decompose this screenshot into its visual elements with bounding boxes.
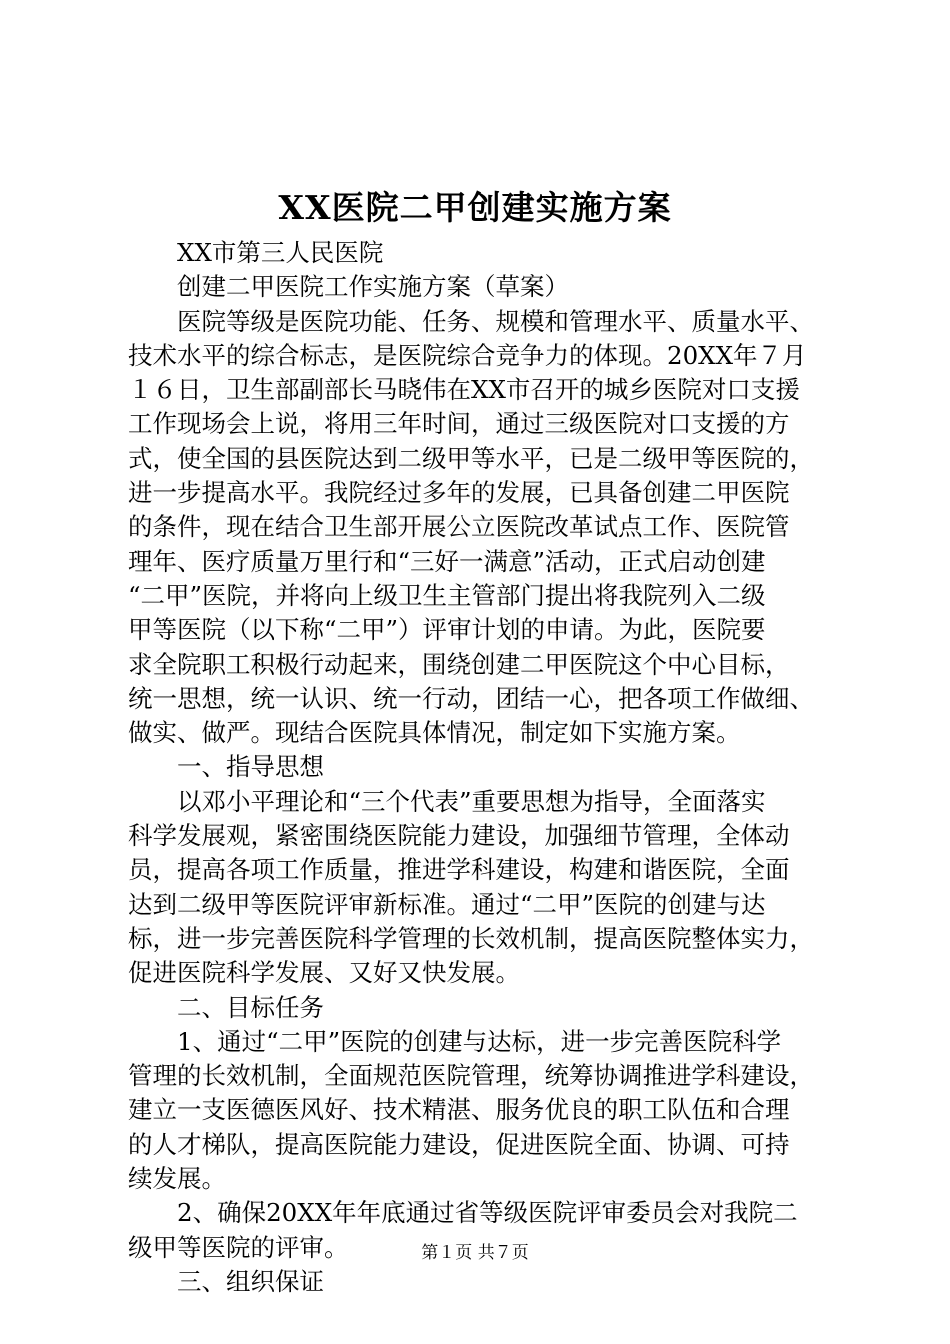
text-line: １６日，卫生部副部长马晓伟在XX市召开的城乡医院对口支援: [128, 375, 800, 405]
text-line: 进一步提高水平。我院经过多年的发展，已具备创建二甲医院: [128, 478, 790, 508]
text-line: 统一思想，统一认识、统一行动，团结一心，把各项工作做细、: [128, 683, 814, 713]
text-line: 的条件，现在结合卫生部开展公立医院改革试点工作、医院管: [128, 512, 790, 542]
text-line: 促进医院科学发展、又好又快发展。: [128, 958, 520, 988]
text-line: 科学发展观，紧密围绕医院能力建设，加强细节管理，全体动: [128, 821, 790, 851]
text-line: 三、组织保证: [177, 1266, 324, 1296]
text-line: 1、通过“二甲”医院的创建与达标，进一步完善医院科学: [177, 1026, 782, 1056]
text-line: 甲等医院（以下称“二甲”）评审计划的申请。为此，医院要: [128, 615, 766, 645]
text-line: 续发展。: [128, 1164, 226, 1194]
text-line: 标，进一步完善医院科学管理的长效机制，提高医院整体实力，: [128, 923, 814, 953]
text-line: 求全院职工积极行动起来，围绕创建二甲医院这个中心目标，: [128, 649, 790, 679]
text-line: “二甲”医院，并将向上级卫生主管部门提出将我院列入二级: [128, 580, 766, 610]
text-line: 二、目标任务: [177, 992, 324, 1022]
document-title: XX医院二甲创建实施方案: [278, 188, 672, 227]
text-line: 理年、医疗质量万里行和“三好一满意”活动，正式启动创建: [128, 546, 766, 576]
text-line: 创建二甲医院工作实施方案（草案）: [177, 272, 569, 302]
text-line: 以邓小平理论和“三个代表”重要思想为指导，全面落实: [177, 786, 766, 816]
text-line: 做实、做严。现结合医院具体情况，制定如下实施方案。: [128, 718, 741, 748]
text-line: 式，使全国的县医院达到二级甲等水平，已是二级甲等医院的，: [128, 443, 814, 473]
text-line: 员，提高各项工作质量，推进学科建设，构建和谐医院，全面: [128, 855, 790, 885]
text-line: 2、确保20XX年年底通过省等级医院评审委员会对我院二: [177, 1198, 798, 1228]
text-line: 达到二级甲等医院评审新标准。通过“二甲”医院的创建与达: [128, 889, 766, 919]
text-line: 建立一支医德医风好、技术精湛、服务优良的职工队伍和合理: [128, 1095, 790, 1125]
text-line: 一、指导思想: [177, 752, 324, 782]
text-line: 管理的长效机制，全面规范医院管理，统筹协调推进学科建设，: [128, 1061, 814, 1091]
text-line: 技术水平的综合标志，是医院综合竞争力的体现。20XX年７月: [128, 340, 807, 370]
text-line: 医院等级是医院功能、任务、规模和管理水平、质量水平、: [177, 306, 814, 336]
text-line: XX市第三人民医院: [177, 238, 384, 267]
text-line: 级甲等医院的评审。: [128, 1232, 349, 1262]
text-line: 的人才梯队，提高医院能力建设，促进医院全面、协调、可持: [128, 1129, 790, 1159]
page-indicator: 第１页 共７页: [421, 1243, 529, 1263]
text-line: 工作现场会上说，将用三年时间，通过三级医院对口支援的方: [128, 409, 790, 439]
document-body: [128, 236, 832, 1299]
